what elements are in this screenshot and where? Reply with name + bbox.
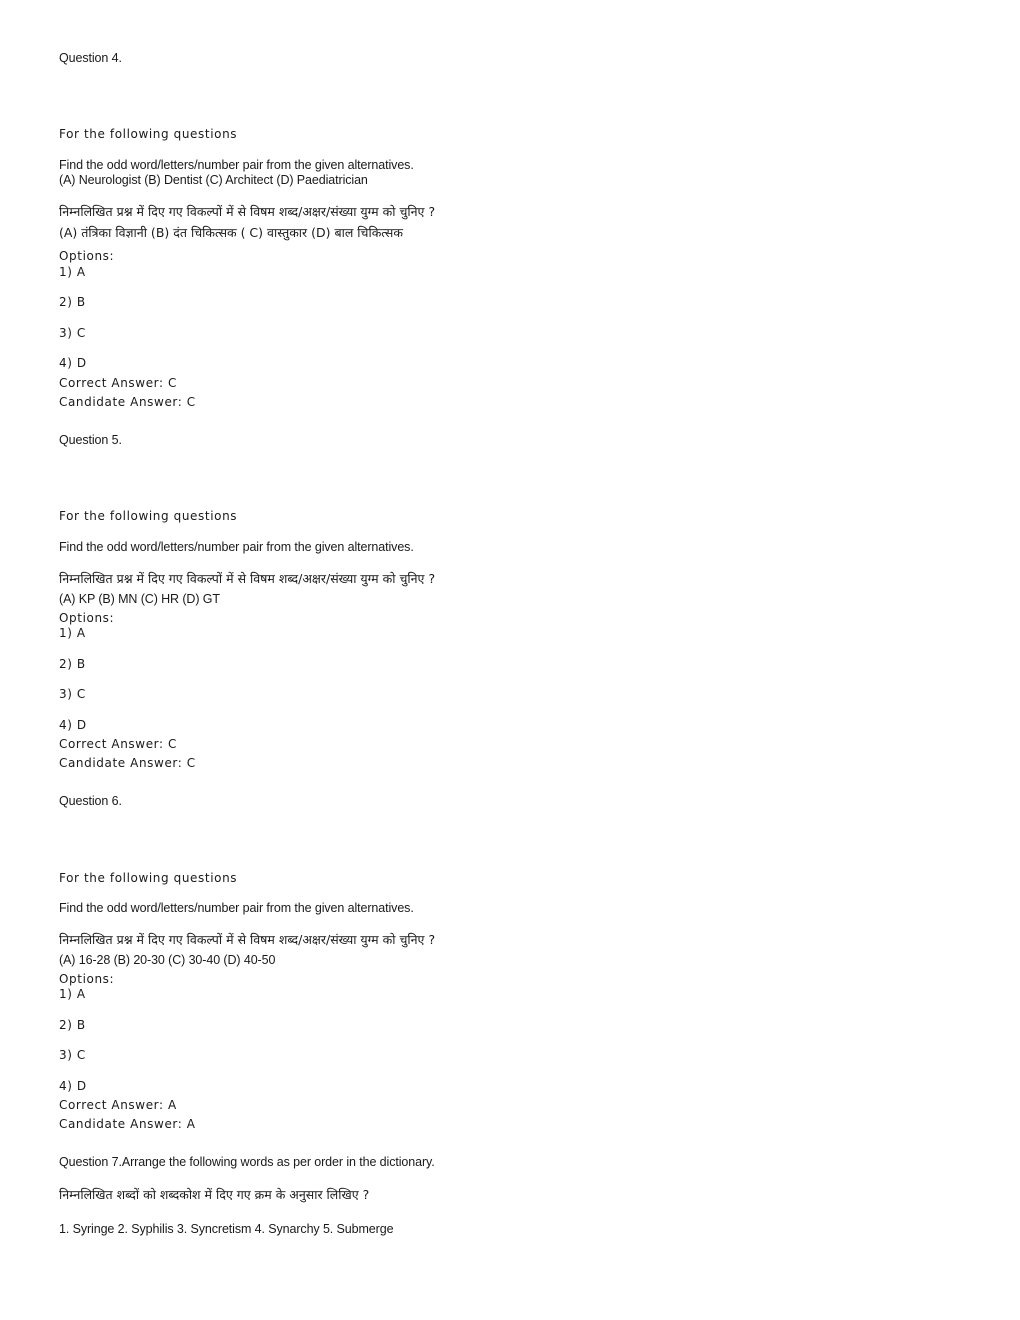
options-label: Options: [59,611,115,625]
options-label: Options: [59,249,115,263]
question-word-list: 1. Syringe 2. Syphilis 3. Syncretism 4. Synarchy 5. Submerge [59,1222,394,1236]
question-prompt-hindi: निम्नलिखित प्रश्न में दिए गए विकल्पों में से विषम शब्द/अक्षर/संख्या युग्म को चुनिए ? [59,204,436,219]
question-prompt-hindi: निम्नलिखित शब्दों को शब्दकोश में दिए गए क्रम के अनुसार लिखिए ? [59,1187,370,1202]
correct-answer: Correct Answer: C [59,376,178,390]
section-heading: For the following questions [59,127,238,141]
section-heading: For the following questions [59,509,238,523]
question-choices-english: (A) Neurologist (B) Dentist (C) Architect (D) Paediatrician [59,173,368,187]
question-choices: (A) KP (B) MN (C) HR (D) GT [59,592,220,606]
option-item: 3) C [59,687,86,701]
question-title: Question 4. [59,51,122,65]
question-prompt-hindi: निम्नलिखित प्रश्न में दिए गए विकल्पों में से विषम शब्द/अक्षर/संख्या युग्म को चुनिए ? [59,932,436,947]
option-item: 4) D [59,718,87,732]
question-title: Question 5. [59,433,122,447]
option-item: 4) D [59,356,87,370]
section-heading: For the following questions [59,871,238,885]
options-label: Options: [59,972,115,986]
question-choices-hindi: (A) तंत्रिका विज्ञानी (B) दंत चिकित्सक ( C) वास्तुकार (D) बाल चिकित्सक [59,225,403,240]
question-prompt-english: Find the odd word/letters/number pair from the given alternatives. [59,540,414,554]
option-item: 2) B [59,657,86,671]
question-choices: (A) 16-28 (B) 20-30 (C) 30-40 (D) 40-50 [59,953,276,967]
question-title: Question 7.Arrange the following words as per order in the dictionary. [59,1155,435,1169]
question-prompt-english: Find the odd word/letters/number pair from the given alternatives. [59,158,414,172]
option-item: 2) B [59,295,86,309]
candidate-answer: Candidate Answer: C [59,395,196,409]
option-item: 3) C [59,1048,86,1062]
option-item: 1) A [59,265,86,279]
option-item: 1) A [59,987,86,1001]
question-prompt-english: Find the odd word/letters/number pair from the given alternatives. [59,901,414,915]
option-item: 4) D [59,1079,87,1093]
option-item: 2) B [59,1018,86,1032]
candidate-answer: Candidate Answer: A [59,1117,196,1131]
correct-answer: Correct Answer: A [59,1098,177,1112]
question-prompt-hindi: निम्नलिखित प्रश्न में दिए गए विकल्पों में से विषम शब्द/अक्षर/संख्या युग्म को चुनिए ? [59,571,436,586]
correct-answer: Correct Answer: C [59,737,178,751]
question-title: Question 6. [59,794,122,808]
candidate-answer: Candidate Answer: C [59,756,196,770]
option-item: 1) A [59,626,86,640]
option-item: 3) C [59,326,86,340]
